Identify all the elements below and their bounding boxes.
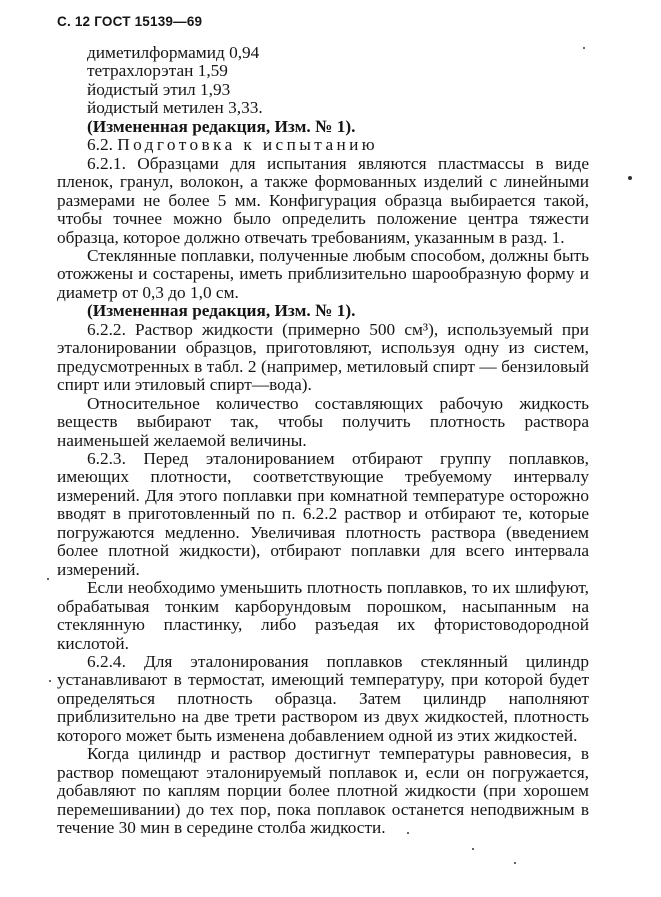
paragraph-reduce: Если необходимо уменьшить плотность поплавков, то их шлифуют, обрабатывая тонким карборундовым порошком, насыпанным на стеклянную пластинку, либо разъедая их фтористоводородной кислотой.	[57, 578, 589, 653]
list-item: йодистый метилен 3,33.	[87, 98, 263, 118]
scan-speck	[407, 832, 409, 834]
document-body	[57, 44, 589, 837]
paragraph-6-2-3: 6.2.3. Перед эталонированием отбирают группу поплавков, имеющих плотности, соответствующие требуемому интервалу измерений. Для этого поплавки при комнатной температуре осторожно вводят в приготовленный по п. 6.2.2 раствор и отбирают те, которые погружаются медленно. Увеличивая плотность раствора (введением более плотной жидкости), отбирают поплавки для всего интервала измерений.	[57, 448, 589, 579]
scan-speck	[514, 862, 516, 864]
scan-speck	[472, 848, 474, 850]
page-header: С. 12 ГОСТ 15139—69	[57, 14, 203, 29]
section-title: Подготовка к испытанию	[117, 135, 379, 155]
scan-speck	[583, 47, 585, 49]
revision-note: (Измененная редакция, Изм. № 1).	[87, 116, 356, 136]
paragraph-ratio: Относительное количество составляющих рабочую жидкость веществ выбирают так, чтобы получить плотность раствора наименьшей желаемой величины.	[57, 393, 589, 450]
list-item: тетрахлорэтан 1,59	[87, 61, 228, 81]
paragraph-6-2-1: 6.2.1. Образцами для испытания являются пластмассы в виде пленок, гранул, волокон, а также формованных изделий с линейными размерами не более 5 мм. Конфигурация образца выбирается такой, чтобы точнее можно было определить положение центра тяжести образца, которое должно отвечать требованиям, указанным в разд. 1.	[57, 153, 589, 247]
scan-speck	[47, 578, 49, 580]
paragraph-final: Когда цилиндр и раствор достигнут температуры равновесия, в раствор помещают эталонируемый поплавок и, если он погружается, добавляют по каплям порции более плотной жидкости (при хорошем перемешивании) до тех пор, пока поплавок останется неподвижным в течение 30 мин в середине столба жидкости.	[57, 744, 589, 838]
list-item: диметилформамид 0,94	[87, 43, 260, 62]
section-heading	[57, 136, 589, 154]
paragraph-6-2-4: 6.2.4. Для эталонирования поплавков стеклянный цилиндр устанавливают в термостат, имеющий температуру, при которой будет определяться плотность образца. Затем цилиндр наполняют приблизительно на две трети раствором из двух жидкостей, плотность которого может быть изменена добавлением одной из этих жидкостей.	[57, 651, 589, 745]
section-number: 6.2.	[87, 135, 113, 155]
revision-note: (Измененная редакция, Изм. № 1).	[87, 301, 356, 321]
scan-speck	[628, 176, 632, 180]
paragraph-floats: Стеклянные поплавки, полученные любым способом, должны быть отожжены и состарены, иметь приблизительно шарообразную форму и диаметр от 0,3 до 1,0 см.	[57, 245, 589, 302]
list-item: йодистый этил 1,93	[87, 79, 231, 99]
paragraph-6-2-2: 6.2.2. Раствор жидкости (примерно 500 см³), используемый при эталонировании образцов, приготовляют, используя одну из систем, предусмотренных в табл. 2 (например, метиловый спирт — бензиловый спирт или этиловый спирт—вода).	[57, 319, 589, 395]
scan-speck	[49, 680, 51, 682]
